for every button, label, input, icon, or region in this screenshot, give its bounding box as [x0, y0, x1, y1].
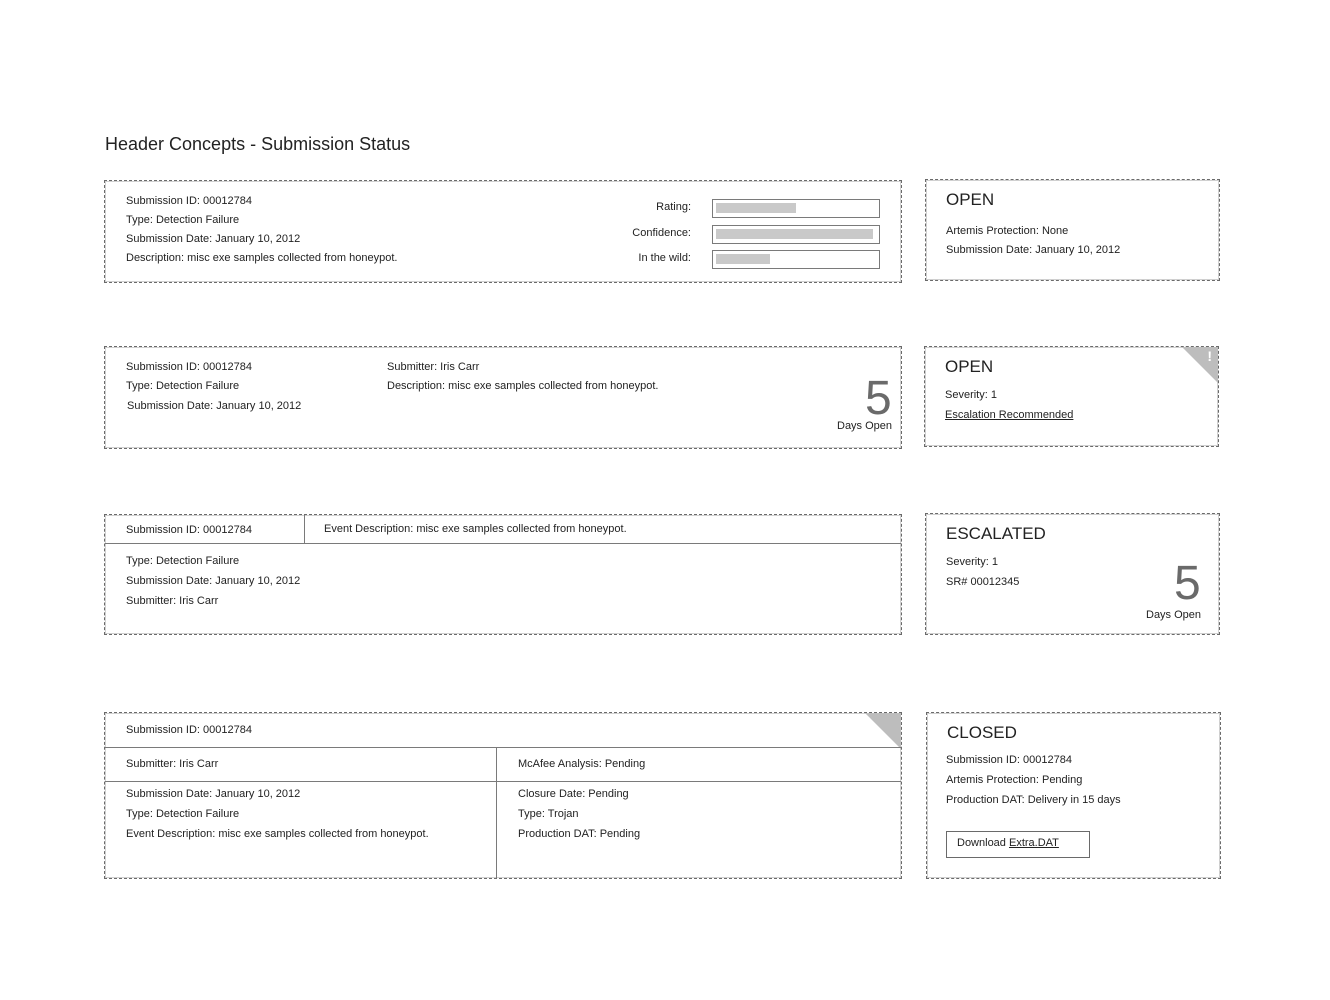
- submission-id: Submission ID: 00012784: [126, 524, 252, 536]
- severity: Severity: 1: [946, 556, 998, 568]
- event-description: Event Description: misc exe samples collected from honeypot.: [126, 828, 429, 840]
- submission-type: Type: Detection Failure: [126, 214, 240, 226]
- rating-bar-fill: [716, 203, 796, 213]
- confidence-bar-fill: [716, 229, 873, 239]
- download-extra-dat-button[interactable]: [946, 831, 1090, 858]
- status-title: CLOSED: [947, 723, 1017, 742]
- submission-type: Type: Detection Failure: [126, 555, 240, 567]
- submission-type: Type: Detection Failure: [126, 380, 240, 392]
- in-the-wild-bar: [712, 250, 880, 269]
- column-divider: [496, 747, 497, 878]
- submission-type: Type: Detection Failure: [126, 808, 240, 820]
- days-open-label: Days Open: [1146, 609, 1202, 621]
- days-open-label: Days Open: [837, 420, 893, 432]
- submitter: Submitter: Iris Carr: [387, 361, 480, 373]
- submission-id: Submission ID: 00012784: [126, 195, 252, 207]
- concept2-header-card: [104, 346, 902, 449]
- artemis-protection: Artemis Protection: Pending: [946, 774, 1083, 786]
- days-open-number: 5: [865, 372, 892, 425]
- severity: Severity: 1: [945, 389, 997, 401]
- concept1-header-card: [104, 180, 902, 283]
- concept2-status-card: [924, 346, 1219, 447]
- concept3-header-card: [104, 514, 902, 635]
- status-submission-date: Submission Date: January 10, 2012: [946, 244, 1121, 256]
- days-open-number: 5: [1174, 557, 1201, 610]
- row-divider-1: [105, 747, 901, 748]
- status-title: ESCALATED: [946, 524, 1046, 543]
- escalation-recommended-link[interactable]: Escalation Recommended: [945, 409, 1074, 421]
- submitter: Submitter: Iris Carr: [126, 595, 219, 607]
- submitter: Submitter: Iris Carr: [126, 758, 219, 770]
- submission-date: Submission Date: January 10, 2012: [126, 788, 301, 800]
- concept4-header-card: [104, 712, 902, 879]
- header-divider-horizontal: [105, 543, 901, 544]
- rating-bar: [712, 199, 880, 218]
- confidence-label: Confidence:: [632, 227, 691, 239]
- alert-corner: [865, 713, 901, 749]
- header-divider-vertical: [304, 515, 305, 543]
- submission-description: Description: misc exe samples collected from honeypot.: [387, 380, 659, 392]
- production-dat-delivery: Production DAT: Delivery in 15 days: [946, 794, 1121, 806]
- closure-date: Closure Date: Pending: [518, 788, 629, 800]
- service-request-number: SR# 00012345: [946, 576, 1020, 588]
- page-title: Header Concepts - Submission Status: [105, 134, 411, 154]
- alert-corner: [1182, 347, 1218, 383]
- status-submission-id: Submission ID: 00012784: [946, 754, 1072, 766]
- production-dat: Production DAT: Pending: [518, 828, 641, 840]
- extra-dat-link[interactable]: Extra.DAT: [1008, 837, 1059, 849]
- concept3-status-card: [925, 513, 1220, 635]
- download-prefix: Download: [957, 837, 1006, 849]
- row-divider-2: [105, 781, 901, 782]
- concept4-status-card: [926, 712, 1221, 879]
- mcafee-analysis: McAfee Analysis: Pending: [518, 758, 646, 770]
- concept1-status-card: [925, 179, 1220, 281]
- in-the-wild-bar-fill: [716, 254, 770, 264]
- alert-icon: !: [1207, 348, 1212, 364]
- event-description: Event Description: misc exe samples collected from honeypot.: [324, 523, 627, 535]
- status-title: OPEN: [945, 357, 994, 376]
- submission-date: Submission Date: January 10, 2012: [126, 233, 301, 245]
- artemis-protection: Artemis Protection: None: [946, 225, 1069, 237]
- confidence-bar: [712, 225, 880, 244]
- in-the-wild-label: In the wild:: [638, 252, 691, 264]
- submission-description: Description: misc exe samples collected from honeypot.: [126, 252, 398, 264]
- threat-type: Type: Trojan: [518, 808, 579, 820]
- submission-id: Submission ID: 00012784: [126, 361, 252, 373]
- submission-date: Submission Date: January 10, 2012: [126, 575, 301, 587]
- status-title: OPEN: [946, 190, 995, 209]
- submission-id: Submission ID: 00012784: [126, 724, 252, 736]
- rating-label: Rating:: [656, 201, 691, 213]
- submission-date: Submission Date: January 10, 2012: [127, 400, 302, 412]
